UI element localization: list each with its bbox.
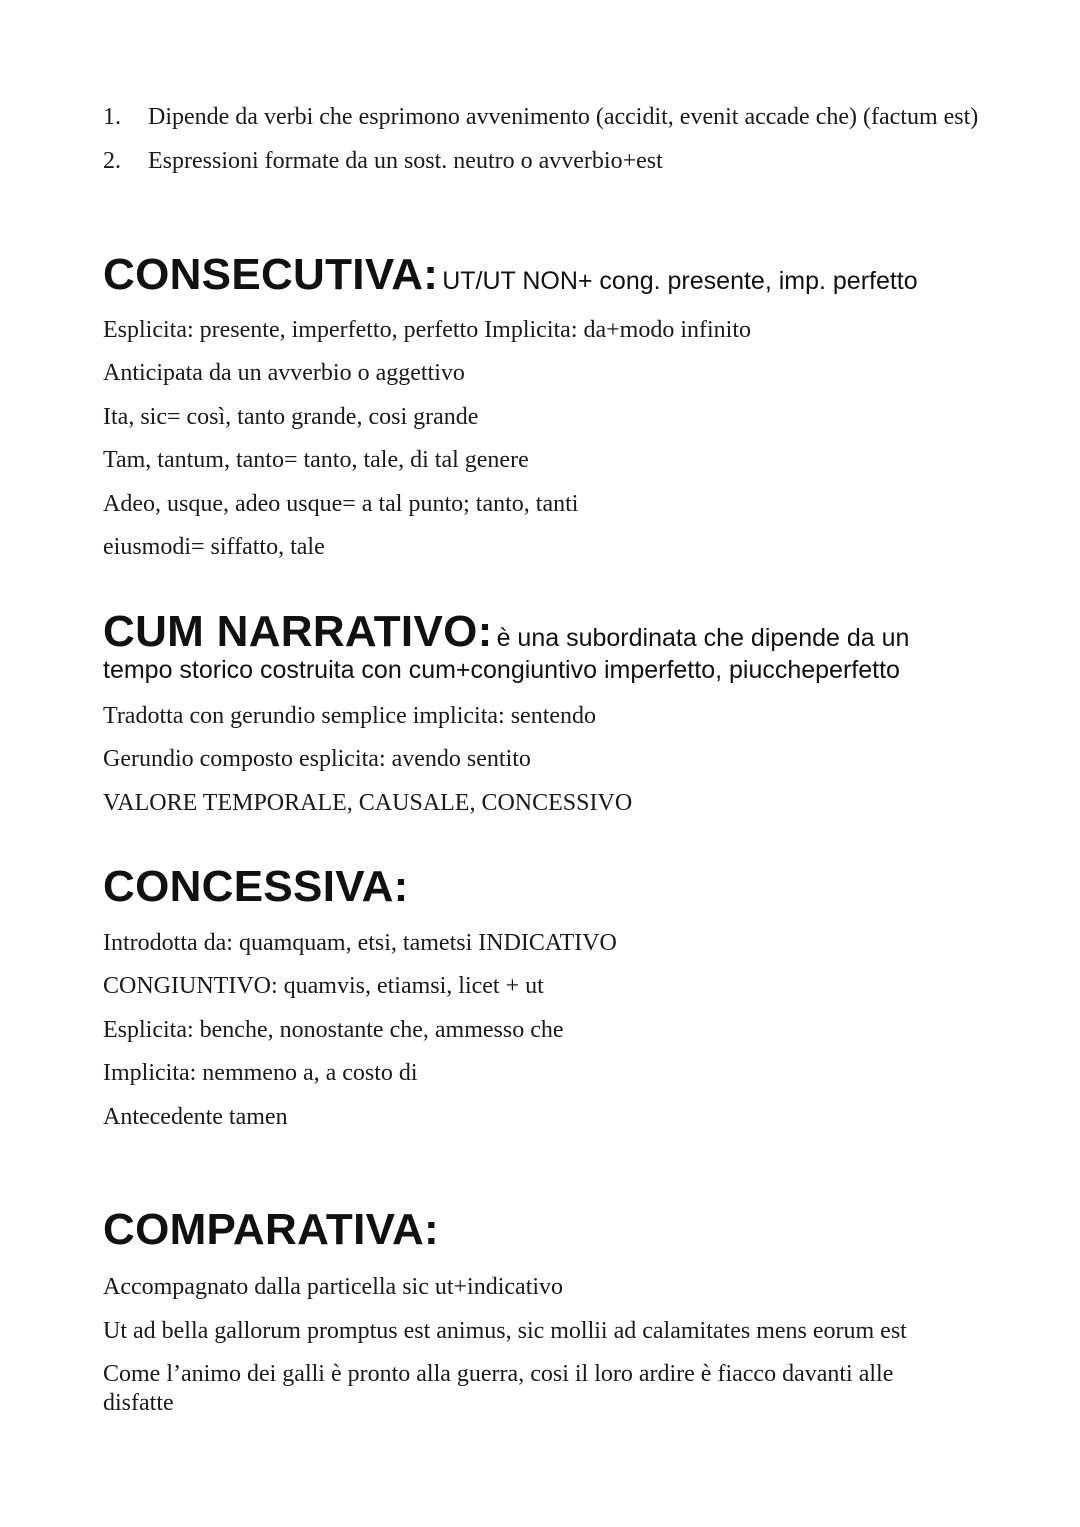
- cum-narrativo-desc: è una subordinata che dipende da un: [496, 624, 910, 652]
- consecutiva-line: Adeo, usque, adeo usque= a tal punto; tanto, tanti: [103, 491, 579, 517]
- cum-narrativo-line: Tradotta con gerundio semplice implicita: sentendo: [103, 703, 597, 729]
- concessiva-line: Implicita: nemmeno a, a costo di: [103, 1060, 418, 1086]
- consecutiva-line: Anticipata da un avverbio o aggettivo: [103, 360, 465, 386]
- cum-narrativo-line: VALORE TEMPORALE, CAUSALE, CONCESSIVO: [103, 790, 633, 816]
- concessiva-line: CONGIUNTIVO: quamvis, etiamsi, licet + ut: [103, 973, 544, 999]
- list-number: 2.: [103, 148, 121, 174]
- concessiva-line: Introdotta da: quamquam, etsi, tametsi INDICATIVO: [103, 930, 617, 956]
- comparativa-line: Ut ad bella gallorum promptus est animus, sic mollii ad calamitates mens eorum est: [103, 1318, 907, 1344]
- concessiva-line: Antecedente tamen: [103, 1104, 288, 1130]
- comparativa-title: COMPARATIVA:: [103, 1205, 440, 1254]
- list-number: 1.: [103, 104, 121, 130]
- consecutiva-line: Tam, tantum, tanto= tanto, tale, di tal genere: [103, 447, 529, 473]
- list-item: [103, 147, 983, 176]
- consecutiva-heading: [103, 250, 983, 300]
- cum-narrativo-desc-2: tempo storico costruita con cum+congiuntivo imperfetto, piuccheperfetto: [103, 656, 900, 684]
- concessiva-title: CONCESSIVA:: [103, 862, 409, 911]
- consecutiva-desc: UT/UT NON+ cong. presente, imp. perfetto: [442, 267, 918, 295]
- cum-narrativo-title: CUM NARRATIVO:: [103, 607, 493, 656]
- concessiva-line: Esplicita: benche, nonostante che, ammesso che: [103, 1017, 564, 1043]
- comparativa-line: Come l’animo dei galli è pronto alla guerra, cosi il loro ardire è fiacco davanti alle disfatte: [103, 1361, 894, 1416]
- consecutiva-line: Esplicita: presente, imperfetto, perfetto Implicita: da+modo infinito: [103, 317, 752, 343]
- list-text: Dipende da verbi che esprimono avvenimento (accidit, evenit accade che) (factum est): [148, 104, 979, 130]
- consecutiva-line: eiusmodi= siffatto, tale: [103, 534, 325, 560]
- cum-narrativo-heading: [103, 607, 983, 657]
- comparativa-heading: [103, 1205, 983, 1255]
- comparativa-line: Accompagnato dalla particella sic ut+indicativo: [103, 1274, 564, 1300]
- list-item: [103, 103, 983, 132]
- intro-list: [103, 103, 983, 191]
- cum-narrativo-line: Gerundio composto esplicita: avendo sentito: [103, 746, 531, 772]
- cum-narrativo-desc-continued: [103, 656, 900, 685]
- concessiva-heading: [103, 862, 983, 912]
- consecutiva-title: CONSECUTIVA:: [103, 250, 439, 299]
- list-text: Espressioni formate da un sost. neutro o avverbio+est: [148, 148, 663, 174]
- consecutiva-line: Ita, sic= così, tanto grande, cosi grande: [103, 404, 479, 430]
